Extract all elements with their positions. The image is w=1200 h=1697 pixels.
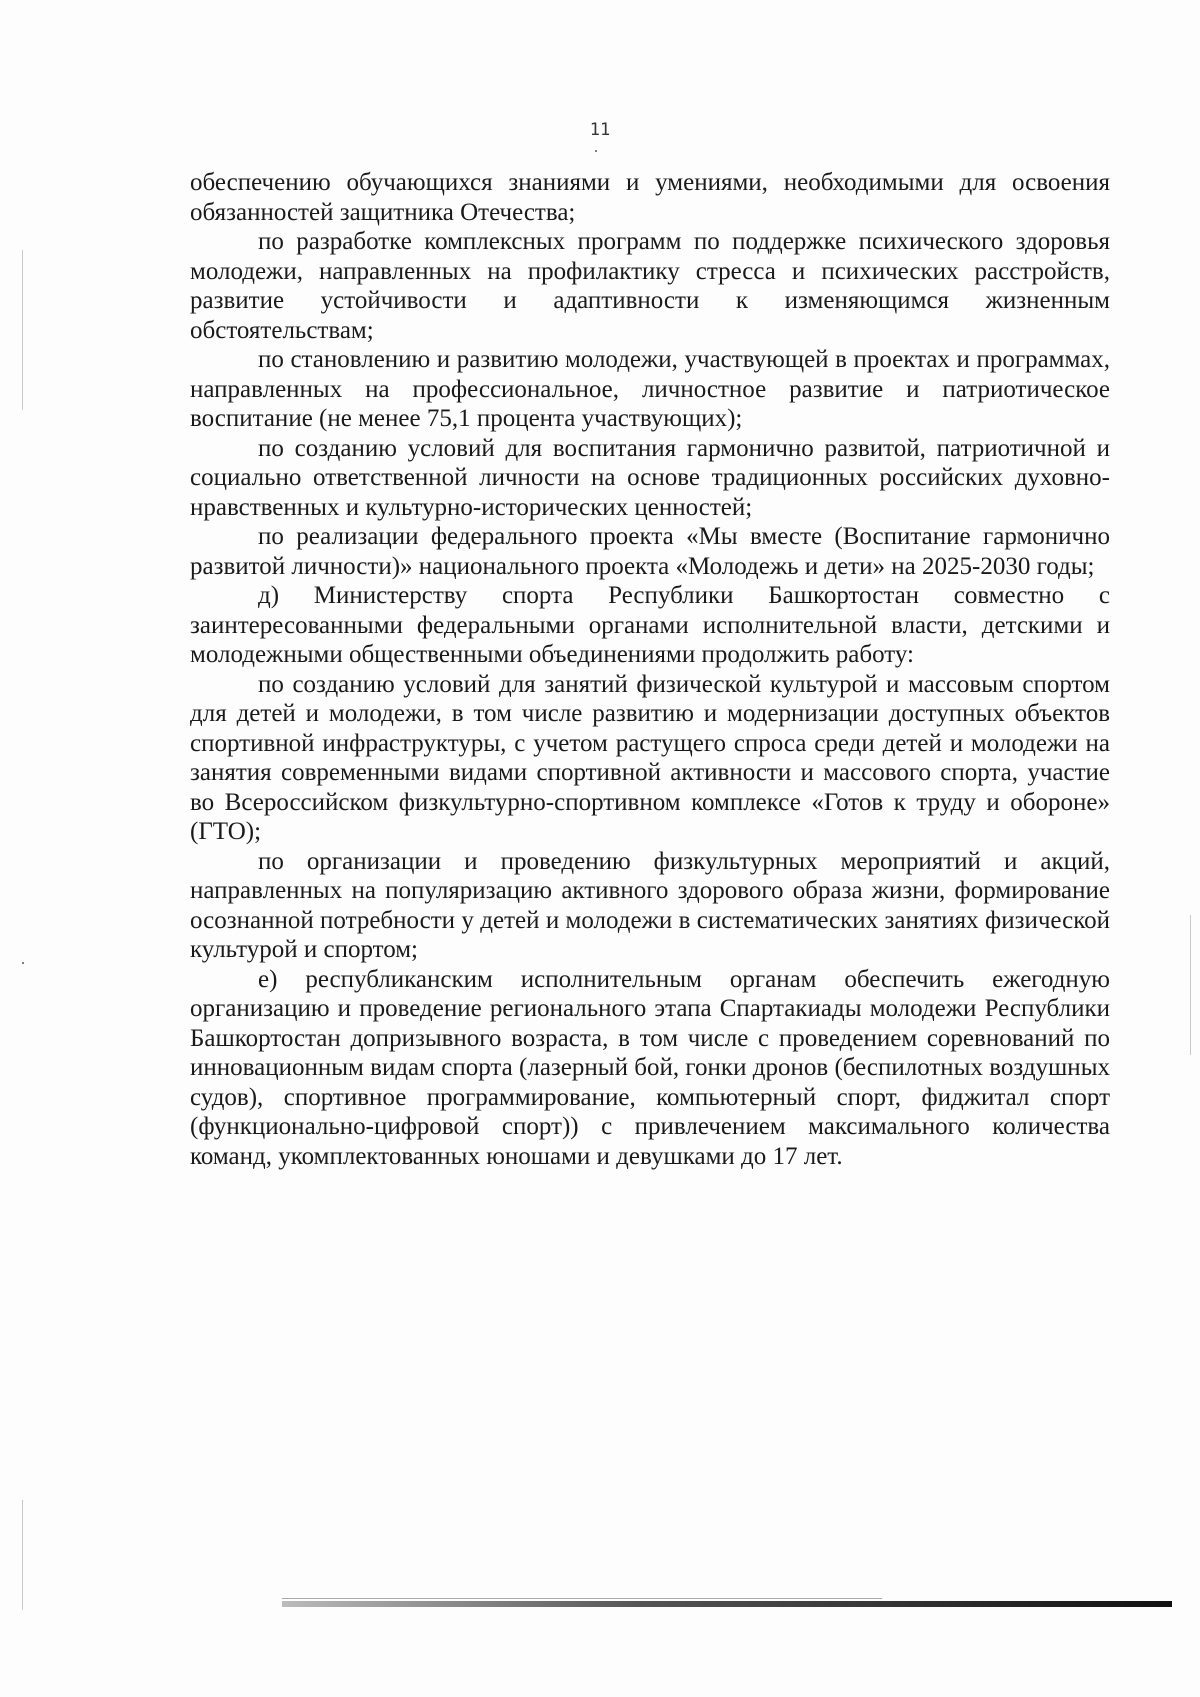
paragraph-youth-development: по становлению и развитию молодежи, участвующей в проектах и программах, направленных на профессиональное, личностное развитие и патриотическое воспитание (не менее 75,1 процента участвующих); <box>190 346 1110 432</box>
page-number: 11 <box>589 120 611 140</box>
scan-artifact-line <box>1190 915 1191 1055</box>
scan-artifact-line <box>22 250 23 410</box>
paragraph-federal-project: по реализации федерального проекта «Мы вместе (Воспитание гармонично развитой личности)» национального проекта «Молодежь и дети» на 2025-2030 годы; <box>190 523 1110 580</box>
paragraph-ministry-of-sport: д) Министерству спорта Республики Башкортостан совместно с заинтересованными федеральными органами исполнительной власти, детскими и молодежными общественными объединениями продолжить работу: <box>190 582 1110 668</box>
paragraph-continuation: обеспечению обучающихся знаниями и умениями, необходимыми для освоения обязанностей защитника Отечества; <box>190 169 1110 226</box>
footer-rule <box>282 1601 1172 1607</box>
scan-artifact-dot <box>22 962 24 964</box>
scan-artifact-dot <box>595 150 597 152</box>
paragraph-mental-health-programs: по разработке комплексных программ по поддержке психического здоровья молодежи, направленных на профилактику стресса и психических расстройств, развитие устойчивости и адаптивности к изменяющимся жизненным обстоятельствам; <box>190 228 1110 344</box>
paragraph-harmonious-personality: по созданию условий для воспитания гармонично развитой, патриотичной и социально ответственной личности на основе традиционных российских духовно-нравственных и культурно-исторических ценностей; <box>190 434 1110 521</box>
paragraph-sports-events: по организации и проведению физкультурных мероприятий и акций, направленных на популяризацию активного здорового образа жизни, формирование осознанной потребности у детей и молодежи в систематических занятиях физической культурой и спортом; <box>190 847 1110 963</box>
paragraph-sports-conditions: по созданию условий для занятий физической культурой и массовым спортом для детей и молодежи, в том числе развитию и модернизации доступных объектов спортивной инфраструктуры, с учетом растущего спроса среди детей и молодежи на занятия современными видами спортивной активности и массового спорта, участие во Всероссийском физкультурно-спортивном комплексе «Готов к труду и обороне» (ГТО); <box>190 670 1110 845</box>
paragraph-spartakiad: е) республиканским исполнительным органам обеспечить ежегодную организацию и проведение регионального этапа Спартакиады молодежи Республики Башкортостан допризывного возраста, в том числе с проведением соревнований по инновационным видам спорта (лазерный бой, гонки дронов (беспилотных воздушных судов), спортивное программирование, компьютерный спорт, фиджитал спорт (функционально-цифровой спорт)) с привлечением максимального количества команд, укомплектованных юношами и девушками до 17 лет. <box>190 965 1110 1170</box>
document-body <box>190 168 1110 1171</box>
footer-rule-thin <box>282 1598 882 1599</box>
scan-artifact-line <box>22 1500 23 1610</box>
